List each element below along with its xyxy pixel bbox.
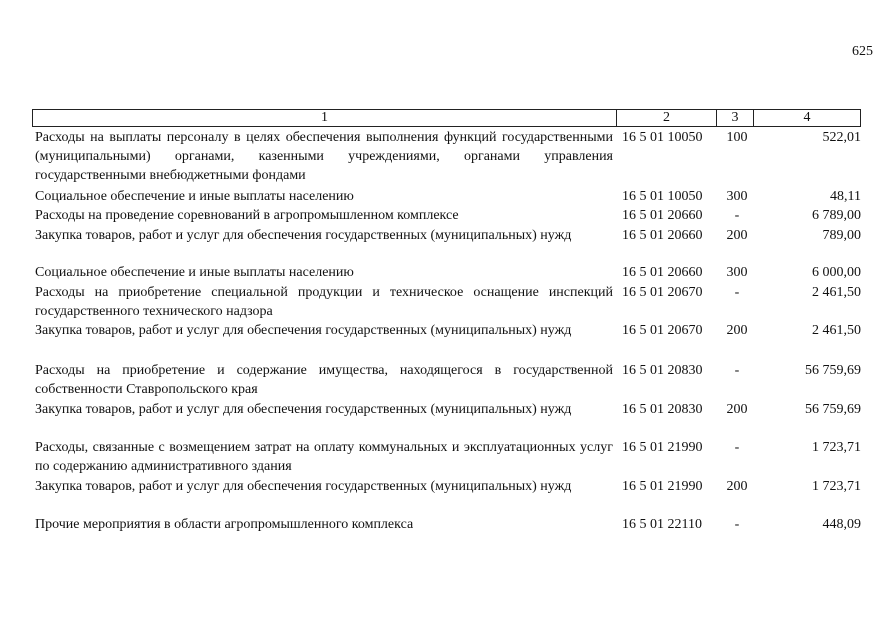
row-description: Закупка товаров, работ и услуг для обеспечения государственных (муниципальных) нужд bbox=[35, 402, 572, 417]
row-description: Расходы на приобретение и содержание имущества, находящегося в государственной собственности Ставропольского края bbox=[35, 363, 613, 397]
row-expense-type: 200 bbox=[726, 479, 748, 494]
row-description: Социальное обеспечение и иные выплаты населению bbox=[35, 265, 354, 280]
row-amount: 1 723,71 bbox=[812, 479, 861, 494]
row-amount: 6 000,00 bbox=[812, 265, 861, 280]
header-col-1: 1 bbox=[33, 110, 617, 126]
row-code: 16 5 01 20830 bbox=[622, 363, 703, 378]
row-amount: 2 461,50 bbox=[812, 285, 861, 300]
row-amount: 6 789,00 bbox=[812, 208, 861, 223]
row-code: 16 5 01 10050 bbox=[622, 189, 703, 204]
row-expense-type: - bbox=[734, 285, 740, 300]
row-description: Расходы на выплаты персоналу в целях обеспечения выполнения функций государственными (муниципальными) органами, казенными учреждениями, органами управления государственными внебюджетными фондами bbox=[35, 130, 613, 183]
row-amount: 448,09 bbox=[822, 517, 861, 532]
row-amount: 522,01 bbox=[822, 130, 861, 145]
row-expense-type: 300 bbox=[726, 265, 748, 280]
row-description: Прочие мероприятия в области агропромышленного комплекса bbox=[35, 517, 414, 532]
row-code: 16 5 01 22110 bbox=[622, 517, 702, 532]
row-code: 16 5 01 20660 bbox=[622, 265, 703, 280]
row-code: 16 5 01 20830 bbox=[622, 402, 703, 417]
page-number: 625 bbox=[852, 44, 873, 59]
row-amount: 56 759,69 bbox=[805, 363, 861, 378]
header-col-3: 3 bbox=[717, 110, 754, 126]
table-header bbox=[32, 109, 861, 127]
row-amount: 789,00 bbox=[822, 228, 861, 243]
row-expense-type: - bbox=[734, 363, 740, 378]
row-code: 16 5 01 21990 bbox=[622, 479, 703, 494]
row-expense-type: - bbox=[734, 517, 740, 532]
row-expense-type: 200 bbox=[726, 402, 748, 417]
row-description: Социальное обеспечение и иные выплаты населению bbox=[35, 189, 354, 204]
row-amount: 1 723,71 bbox=[812, 440, 861, 455]
row-amount: 48,11 bbox=[830, 189, 861, 204]
row-code: 16 5 01 20660 bbox=[622, 208, 703, 223]
row-code: 16 5 01 20670 bbox=[622, 323, 703, 338]
row-description: Расходы, связанные с возмещением затрат на оплату коммунальных и эксплуатационных услуг по содержанию административного здания bbox=[35, 440, 613, 474]
row-description: Закупка товаров, работ и услуг для обеспечения государственных (муниципальных) нужд bbox=[35, 479, 572, 494]
row-description: Расходы на приобретение специальной продукции и техническое оснащение инспекций государственного технического надзора bbox=[35, 285, 613, 319]
row-expense-type: 200 bbox=[726, 323, 748, 338]
row-expense-type: - bbox=[734, 440, 740, 455]
row-description: Закупка товаров, работ и услуг для обеспечения государственных (муниципальных) нужд bbox=[35, 228, 572, 243]
row-expense-type: 300 bbox=[726, 189, 748, 204]
header-col-2: 2 bbox=[617, 110, 717, 126]
row-expense-type: 200 bbox=[726, 228, 748, 243]
row-code: 16 5 01 20660 bbox=[622, 228, 703, 243]
row-expense-type: 100 bbox=[726, 130, 748, 145]
row-amount: 2 461,50 bbox=[812, 323, 861, 338]
row-amount: 56 759,69 bbox=[805, 402, 861, 417]
row-description: Закупка товаров, работ и услуг для обеспечения государственных (муниципальных) нужд bbox=[35, 323, 572, 338]
row-code: 16 5 01 21990 bbox=[622, 440, 703, 455]
row-code: 16 5 01 10050 bbox=[622, 130, 703, 145]
row-expense-type: - bbox=[734, 208, 740, 223]
row-code: 16 5 01 20670 bbox=[622, 285, 703, 300]
header-col-4: 4 bbox=[803, 110, 811, 125]
row-description: Расходы на проведение соревнований в агропромышленном комплексе bbox=[35, 208, 459, 223]
